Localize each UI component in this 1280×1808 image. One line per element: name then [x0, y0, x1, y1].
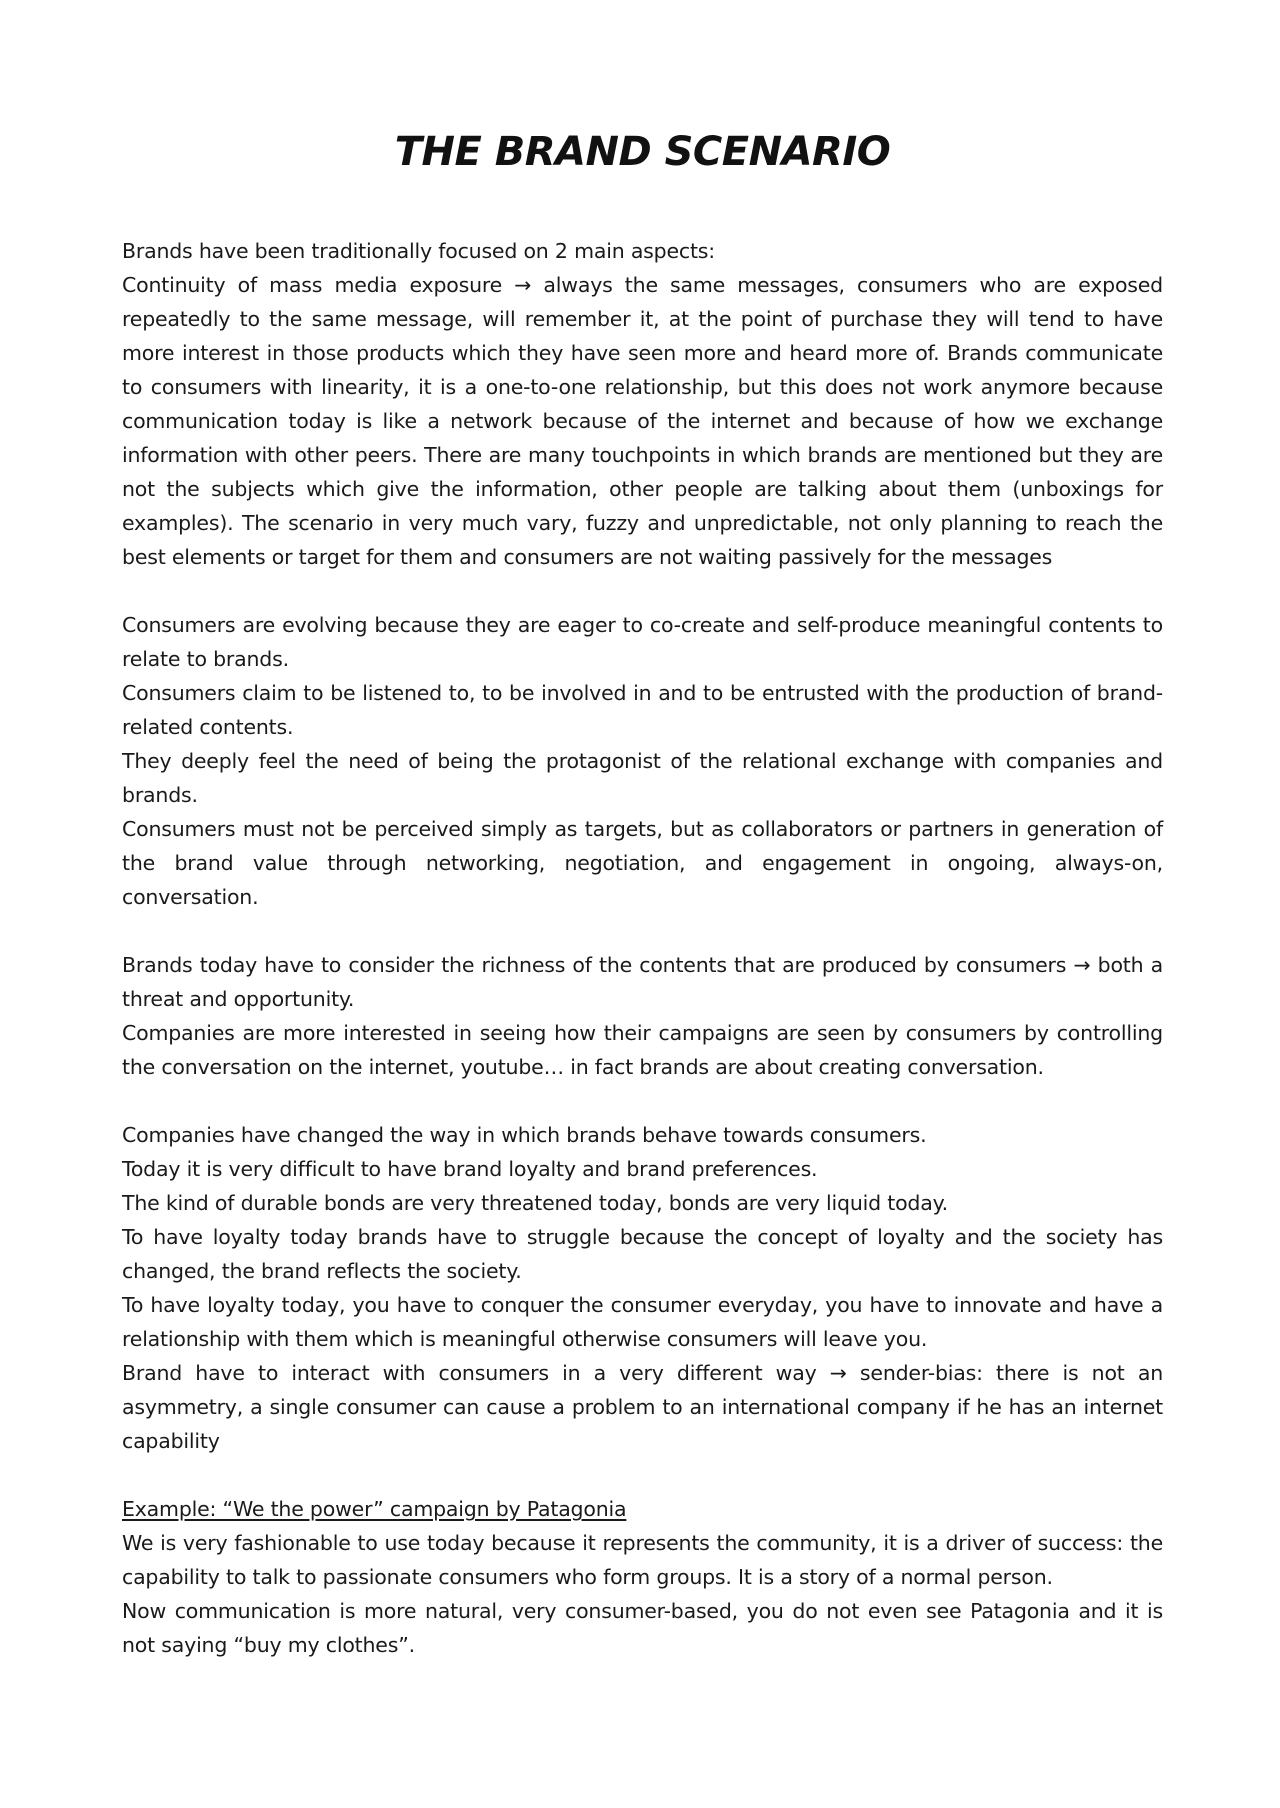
paragraph: Consumers are evolving because they are eager to co-create and self-produce meaningful contents to relate to brands.: [122, 613, 1163, 671]
paragraph: Consumers claim to be listened to, to be involved in and to be entrusted with the production of brand-related contents.: [122, 681, 1163, 739]
paragraph: Now communication is more natural, very consumer-based, you do not even see Patagonia and it is not saying “buy my clothes”.: [122, 1599, 1163, 1657]
paragraph-gap: [122, 914, 1163, 948]
paragraph: To have loyalty today brands have to struggle because the concept of loyalty and the society has changed, the brand reflects the society.: [122, 1225, 1163, 1283]
paragraph: Today it is very difficult to have brand loyalty and brand preferences.: [122, 1157, 818, 1181]
paragraph-gap: [122, 1458, 1163, 1492]
paragraph: Brands have been traditionally focused on 2 main aspects:: [122, 239, 715, 263]
paragraph: Companies have changed the way in which brands behave towards consumers.: [122, 1123, 927, 1147]
page-title: THE BRAND SCENARIO: [394, 129, 891, 175]
paragraph: Brands today have to consider the richness of the contents that are produced by consumers → both a threat and opportunity.: [122, 953, 1163, 1011]
paragraph-gap: [122, 1084, 1163, 1118]
paragraph-gap: [122, 574, 1163, 608]
paragraph: Consumers must not be perceived simply as targets, but as collaborators or partners in generation of the brand value through networking, negotiation, and engagement in ongoing, always-on, conversation.: [122, 817, 1163, 909]
section-patagonia-example: [122, 1492, 1163, 1662]
section-evolving-consumers: [122, 608, 1163, 914]
section-consumer-content: [122, 948, 1163, 1084]
example-heading: Example: “We the power” campaign by Patagonia: [122, 1497, 627, 1521]
paragraph: To have loyalty today, you have to conquer the consumer everyday, you have to innovate and have a relationship with them which is meaningful otherwise consumers will leave you.: [122, 1293, 1163, 1351]
paragraph: They deeply feel the need of being the protagonist of the relational exchange with companies and brands.: [122, 749, 1163, 807]
document-body: [122, 234, 1163, 1662]
paragraph: Continuity of mass media exposure → always the same messages, consumers who are exposed repeatedly to the same message, will remember it, at the point of purchase they will tend to have more interest in those products which they have seen more and heard more of. Brands communicate to consumers with linearity, it is a one-to-one relationship, but this does not work anymore because communication today is like a network because of the internet and because of how we exchange information with other peers. There are many touchpoints in which brands are mentioned but they are not the subjects which give the information, other people are talking about them (unboxings for examples). The scenario in very much vary, fuzzy and unpredictable, not only planning to reach the best elements or target for them and consumers are not waiting passively for the messages: [122, 273, 1163, 569]
paragraph: Brand have to interact with consumers in a very different way → sender-bias: there is not an asymmetry, a single consumer can cause a problem to an international company if he has an internet capability: [122, 1361, 1163, 1453]
section-traditional-brands: [122, 234, 1163, 574]
paragraph: We is very fashionable to use today because it represents the community, it is a driver of success: the capability to talk to passionate consumers who form groups. It is a story of a normal person.: [122, 1531, 1163, 1589]
section-brand-loyalty: [122, 1118, 1163, 1458]
paragraph: Companies are more interested in seeing how their campaigns are seen by consumers by controlling the conversation on the internet, youtube… in fact brands are about creating conversation.: [122, 1021, 1163, 1079]
paragraph: The kind of durable bonds are very threatened today, bonds are very liquid today.: [122, 1191, 948, 1215]
